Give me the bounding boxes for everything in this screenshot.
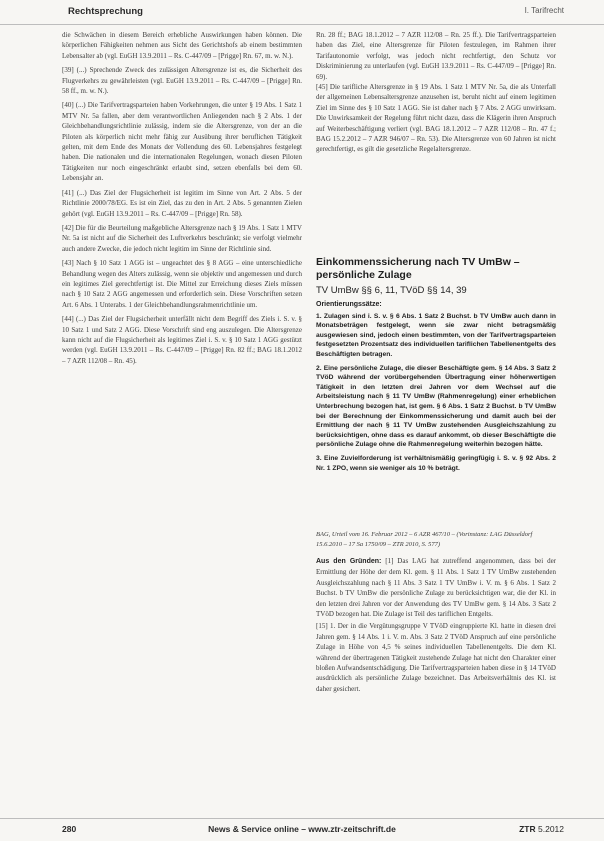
- page-header: [0, 0, 604, 25]
- decision-citation: BAG, Urteil vom 16. Februar 2012 – 6 AZR 467/10 – (Vorinstanz: LAG Düsseldorf 15.6.2010 – 17 Sa 1750/09 – ZTR 2010, S. 577): [316, 531, 533, 548]
- article-heading: Einkommenssicherung nach TV UmBw – persönliche Zulage: [316, 256, 520, 281]
- page-number: 280: [62, 824, 77, 834]
- left-paragraph: [39] (...) Sprechende Zweck des zulässigen Altersgrenze ist es, die Sicherheit des Flugverkehrs zu gewährleisten (vgl. EuGH 13.9.2011 – Rs. C-447/09 – [Prigge] Rn. 58 ff., m. w. N.).: [62, 66, 302, 96]
- reasons-paragraph: [15] 1. Der in die Vergütungsgruppe V TVöD eingruppierte Kl. hatte in diesen drei Jahren gem. § 14 Abs. 1 i. V. m. Abs. 3 Satz 2 TVöD Anspruch auf eine persönliche Zulage in Höhe von 4,5 % seines individuellen Tabellenentgelts. Die dem Kl. während der übertragenen Tätigkeit zustehende Zulage hat nicht den Charakter einer bloßen Aufwandsentschädigung. Die Tarifvertragsparteien haben diese in § 14 TVöD ausdrücklich als persönliche Zulage bezeichnet. Das Arbeitsverhältnis des Kl. ist daher gesichert.: [316, 622, 556, 693]
- guiding-principle: 2. Eine persönliche Zulage, die dieser Beschäftigte gem. § 14 Abs. 3 Satz 2 TVöD während der vorübergehenden Übertragung einer höherwertigen Tätigkeit in den letzten drei Jahren vor dem Wechsel auf die Arbeitsleistung nach § 11 TV UmBw (Rahmenregelung) einer erheblichen Unterbrechung bezogen hat, ist gem. § 6 Abs. 1 Satz 2 Buchst. b TV UmBw bei der Berechnung der Einkommenssicherung und damit auch bei der Ermittlung der nach § 11 TV UmBw zustehenden Ausgleichszahlung zu berücksichtigen, ohne dass es darauf ankommt, ob dieser Beschäftigte die persönliche Zulage ohne die Rahmenregelung weiterhin bezogen hätte.: [316, 364, 556, 449]
- left-paragraph: [42] Die für die Beurteilung maßgebliche Altersgrenze nach § 19 Abs. 1 Satz 1 MTV Nr. 5a ist nicht auf die Sicherheit des Luftverkehrs beschränkt; sie verfolgt vielmehr auch andere Zwecke, die jedoch nicht legitim im Sinne der Richtlinie sind.: [62, 223, 302, 253]
- guiding-principles-title: Orientierungssätze:: [316, 301, 382, 308]
- left-paragraph: [43] Nach § 10 Satz 1 AGG ist – ungeachtet des § 8 AGG – eine unterschiedliche Behandlung wegen des Alters zulässig, wenn sie objektiv und angemessen und durch ein legitimes Ziel gerechtfertigt ist. Die Mittel zur Erreichung dieses Ziels müssen nach § 10 Satz 2 AGG angemessen und erforderlich sein. Diese Vorschriften setzen Art. 6 Abs. 1 Unterabs. 1 der Gleichbehandlungsrahmenrichtlinie um.: [62, 259, 302, 309]
- left-column: [62, 30, 302, 810]
- footer-website: News & Service online – www.ztr-zeitschrift.de: [208, 824, 396, 834]
- issue-number: 5.2012: [538, 824, 564, 834]
- guiding-principles: [316, 300, 556, 477]
- guiding-principle: 3. Eine Zuvielforderung ist verhältnismäßig geringfügig i. S. v. § 92 Abs. 2 Nr. 1 ZPO, wenn sie weniger als 10 % beträgt.: [316, 454, 556, 472]
- right-top-text: [316, 30, 556, 218]
- right-paragraph: [45] Die tarifliche Altersgrenze in § 19 Abs. 1 Satz 1 MTV Nr. 5a, die als Unterfall der allgemeinen Lebensaltersgrenze anzusehen ist, beruht nicht auf einem legitimen Ziel im Sinne des § 10 Satz 1 AGG. Sie ist daher nach § 7 Abs. 2 AGG unwirksam. Die Unwirksamkeit der Regelung führt nicht dazu, dass die Klägerin ihren Anspruch auf Weiterbeschäftigung verliert (vgl. BAG 18.1.2012 – 7 AZR 112/08 – Rn. 47 f.; BAG 15.2.2012 – 7 AZR 946/07 – Rn. 53). Die Altersgrenze von 60 Jahren ist nicht gerechtfertigt, es gilt die gesetzliche Regelaltersgrenze.: [316, 83, 556, 154]
- guiding-principle: 1. Zulagen sind i. S. v. § 6 Abs. 1 Satz 2 Buchst. b TV UmBw auch dann in Monatsbeträgen festgelegt, wenn sie zwar nicht betragsmäßig ausgewiesen sind, jedoch einen bestimmten, von der Tarifvertragsparteien festgesetzten Prozentsatz des individuellen tariflichen Tabellenentgelts des Beschäftigten betragen.: [316, 312, 556, 358]
- article-subheading: TV UmBw §§ 6, 11, TVöD §§ 14, 39: [316, 285, 467, 296]
- journal-issue: [519, 824, 564, 834]
- section-reference: I. Tarifrecht: [524, 6, 564, 15]
- left-paragraph: [44] (...) Das Ziel der Flugsicherheit unterfällt nicht dem Begriff des Ziels i. S. v. § 10 Satz 1 und Satz 2 AGG. Diese Vorschrift sind eng auszulegen. Die Altersgrenze kann nicht auf die Flugsicherheit als legitimes Ziel i. S. v. § 10 Satz 1 AGG gestützt werden (vgl. EuGH 13.9.2011 – Rs. C-447/09 – [Prigge] Rn. 82 ff.; BAG 18.1.2012 – 7 AZR 112/08 – Rn. 45).: [62, 315, 302, 365]
- left-paragraph: [40] (...) Die Tarifvertragsparteien haben Vorkehrungen, die unter § 19 Abs. 1 Satz 1 MTV Nr. 5a fallen, aber dem verantwortlichen Anliegenden nach § 2 Abs. 1 der Gleichbehandlungsrichtlinie zulässig, indem sie die Altersgrenze, von der an die Piloten als körperlich nicht mehr fähig zur Ausübung ihrer beruflichen Tätigkeit gelten, mit dem Ende des Monats der Vollendung des 60. Lebensjahres festgelegt haben. Die nationalen und die internationalen Regelungen, wonach diesen Piloten Tätigkeiten nur noch eingeschränkt erlaubt sind, setzen ebenfalls bei dem 60. Lebensjahr an.: [62, 101, 302, 183]
- page-footer: [0, 818, 604, 841]
- left-paragraph: die Schwächen in diesem Bereich erhebliche Auswirkungen haben können. Die körperlichen Fähigkeiten nehmen aus Sicht des Gerichtshofs ab einem bestimmten Lebensalter ab (vgl. EuGH 13.9.2011 – Rs. C-447/09 – [Prigge] Rn. 67, m. w. N.).: [62, 31, 302, 60]
- section-title: Rechtsprechung: [68, 6, 143, 17]
- right-paragraph: Rn. 28 ff.; BAG 18.1.2012 – 7 AZR 112/08 – Rn. 25 ff.). Die Tarifvertragsparteien haben das Ziel, eine Altersgrenze für Piloten festzulegen, im Rahmen ihrer Tarifautonomie verfolgt, was jedoch nicht rechtfertigt, den Schutz vor Diskriminierung zu unterlaufen (vgl. EuGH 13.9.2011 – Rs. C-447/09 – [Prigge] Rn. 69).: [316, 31, 556, 81]
- reasons-paragraph: [316, 556, 556, 619]
- reasons-text: [1] Das LAG hat zutreffend angenommen, dass bei der Ermittlung der Höhe der dem Kl. gem. § 11 Abs. 1 Satz 1 TV UmBw zustehenden Ausgleichszahlung nach § 11 Abs. 3 Satz 1 TV UmBw i. V. m. § 6 Abs. 1 Satz 2 Buchst. b TV UmBw die persönliche Zulage zu berücksichtigen war, die der Kl. in den letzten drei Jahren vor der Anwendung des TV UmBw gem. § 14 Abs. 3 Satz 2 TVöD bezogen hat. Die Zulage ist Teil des tariflichen Entgelts.: [316, 557, 556, 619]
- journal-abbr: ZTR: [519, 824, 536, 834]
- reasons-section: [316, 556, 556, 810]
- left-paragraph: [41] (...) Das Ziel der Flugsicherheit ist legitim im Sinne von Art. 2 Abs. 5 der Richtlinie 2000/78/EG. Es ist ein Ziel, das zu den in Art. 2 Abs. 5 genannten Zielen gehört (vgl. EuGH 13.9.2011 – Rs. C-447/09 – [Prigge] Rn. 58).: [62, 188, 302, 218]
- reasons-label: Aus den Gründen:: [316, 558, 382, 565]
